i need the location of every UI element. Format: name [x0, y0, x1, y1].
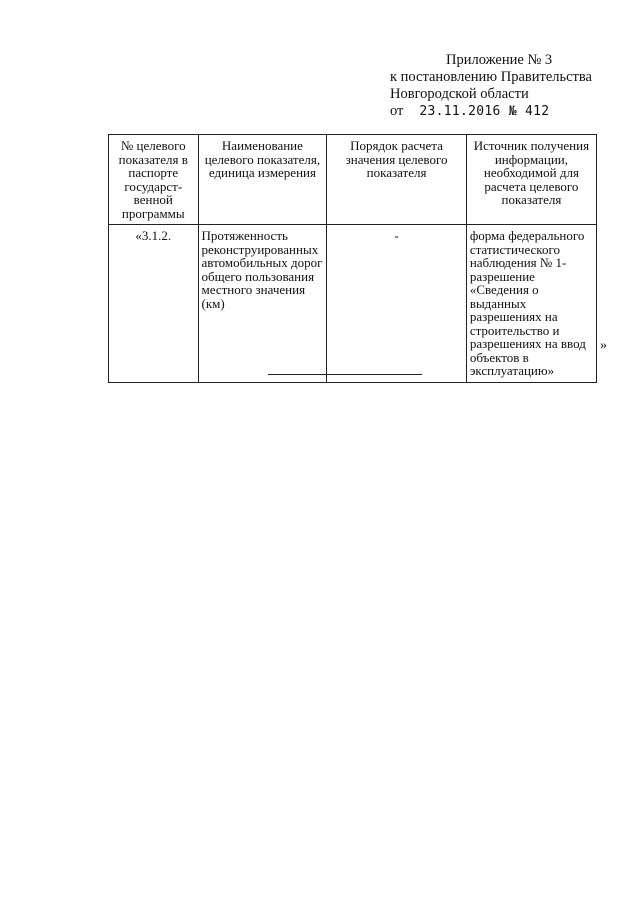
end-divider — [268, 374, 422, 375]
appendix-resolution-line: к постановлению Правительства — [390, 69, 592, 85]
cell-information-source: форма федерального статистического наблюдения № 1-разрешение «Сведения о выданных разрешениях на строительство и разрешениях на ввод объектов в эксплуатацию» — [466, 225, 596, 383]
table-header-row — [109, 135, 597, 225]
appendix-region-line: Новгородской области — [390, 86, 529, 102]
appendix-title: Приложение № 3 — [446, 52, 553, 68]
table-row — [109, 225, 597, 383]
appendix-date-value: 23.11.2016 № 412 — [419, 104, 550, 119]
cell-indicator-number: «3.1.2. — [109, 225, 199, 383]
header-information-source: Источник получения информации, необходимой для расчета целевого показателя — [466, 135, 596, 225]
appendix-header — [390, 52, 630, 120]
closing-quote: » — [600, 338, 607, 353]
header-indicator-name: Наименование целевого показателя, единица измерения — [198, 135, 327, 225]
header-calculation-method: Порядок расчета значения целевого показателя — [327, 135, 467, 225]
cell-calculation-method: - — [327, 225, 467, 383]
cell-indicator-name: Протяженность реконструированных автомобильных дорог общего пользования местного значения (км) — [198, 225, 327, 383]
header-indicator-number: № целевого показателя в паспорте государст-венной программы — [109, 135, 199, 225]
indicators-table — [108, 134, 597, 383]
appendix-date-prefix: от — [390, 103, 404, 119]
appendix-date-row — [390, 103, 630, 120]
